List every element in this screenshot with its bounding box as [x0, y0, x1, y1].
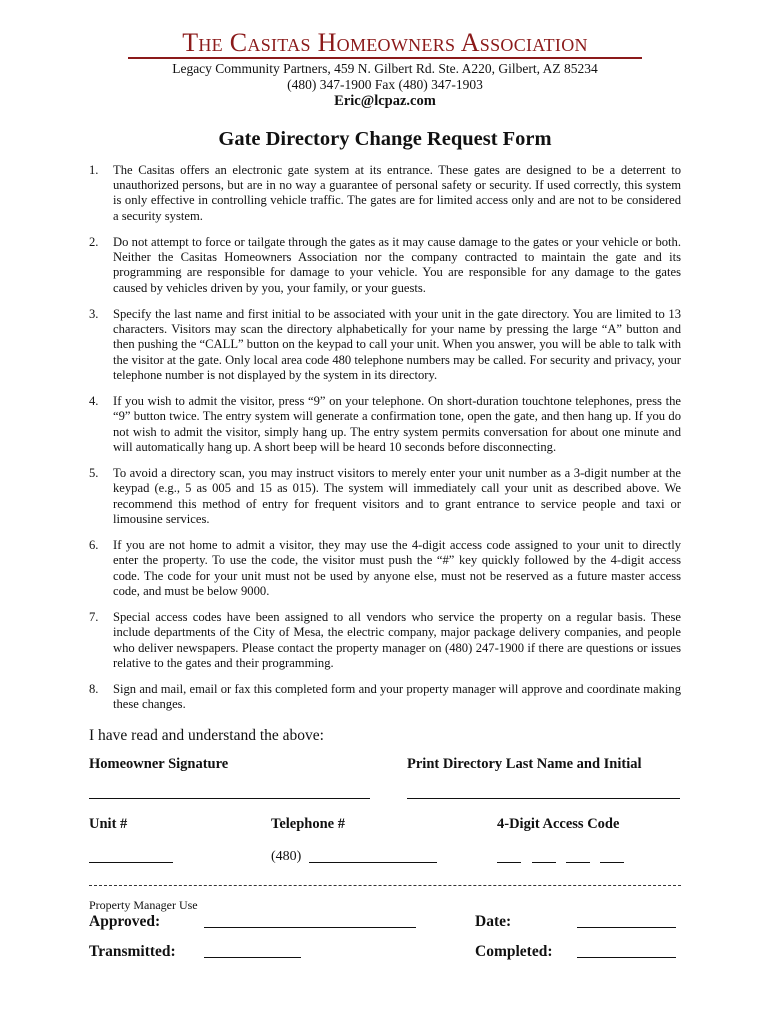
email-address: Eric@lcpaz.com [334, 93, 436, 109]
telephone-label: Telephone # [271, 816, 345, 832]
date-line[interactable] [577, 927, 676, 928]
print-name-label: Print Directory Last Name and Initial [407, 756, 642, 772]
title-underline [128, 57, 642, 59]
approved-line[interactable] [204, 927, 416, 928]
access-code-label: 4-Digit Access Code [497, 816, 620, 832]
rule-item [89, 466, 681, 527]
homeowner-signature-label: Homeowner Signature [89, 756, 229, 772]
rule-number: 4. [89, 394, 99, 409]
access-code-digit-1[interactable] [497, 862, 521, 863]
rule-item [89, 307, 681, 383]
completed-label: Completed: [475, 943, 553, 960]
address-line: Legacy Community Partners, 459 N. Gilbert Rd. Ste. A220, Gilbert, AZ 85234 [172, 61, 598, 76]
rule-text: Specify the last name and first initial to be associated with your unit in the gate directory. You are limited to 13 characters. Visitors may scan the directory alphabetically for your name by pressing the large “A” button and then pushing the “CALL” button on the keypad to call your unit. When you answer, you will be able to talk with the visitor at the gate. Only local area code 480 telephone numbers may be called. For security and privacy, your telephone number is not displayed by the system in its directory. [113, 307, 681, 382]
access-code-digit-4[interactable] [600, 862, 624, 863]
area-code: (480) [271, 849, 302, 864]
access-code-digit-2[interactable] [532, 862, 556, 863]
rule-number: 5. [89, 466, 99, 481]
unit-label: Unit # [89, 816, 128, 832]
rules-list [89, 163, 681, 724]
unit-line[interactable] [89, 862, 173, 863]
rule-text: If you are not home to admit a visitor, they may use the 4-digit access code assigned to your unit to directly enter the property. To use the code, the visitor must push the “#” key quickly followed by the 4-digit access code. The code for your unit must not be used by anyone else, must not be reserved as a future master access code, and must be below 9000. [113, 538, 681, 598]
transmitted-label: Transmitted: [89, 943, 176, 960]
rule-item [89, 682, 681, 712]
transmitted-line[interactable] [204, 957, 301, 958]
homeowner-signature-line[interactable] [89, 798, 370, 799]
acknowledgement-text: I have read and understand the above: [89, 727, 324, 744]
rule-number: 3. [89, 307, 99, 321]
association-title: The Casitas Homeowners Association [182, 28, 588, 57]
rule-text: To avoid a directory scan, you may instruct visitors to merely enter your unit number as a 3-digit number at the keypad (e.g., 5 as 005 and 15 as 015). The system will immediately call your unit as described above. We recommend this method of entry for frequent visitors and to grant entrance to service people and taxi or limousine services. [113, 466, 681, 526]
date-label: Date: [475, 913, 512, 930]
rule-number: 7. [89, 610, 99, 625]
rule-item [89, 610, 681, 671]
property-manager-use-label: Property Manager Use [89, 898, 198, 912]
phone-fax-line: (480) 347-1900 Fax (480) 347-1903 [287, 77, 483, 92]
telephone-line[interactable] [309, 862, 437, 863]
print-name-line[interactable] [407, 798, 680, 799]
section-divider [89, 885, 681, 886]
rule-text: Do not attempt to force or tailgate through the gates as it may cause damage to the gates or your vehicle or both. Neither the Casitas Homeowners Association nor the company contracted to maintain the gate and its programming are responsible for damage to your vehicle. You are responsible for any damage to the gates caused by vehicles driven by you, your family, or your guests. [113, 235, 681, 295]
rule-text: The Casitas offers an electronic gate system at its entrance. These gates are designed to be a deterrent to unauthorized persons, but are in no way a guarantee of personal safety or security. If used correctly, this system is only effective in controlling vehicle traffic. The gates are for limited access only and are not to be considered a security system. [113, 163, 681, 223]
approved-label: Approved: [89, 913, 161, 930]
rule-text: Special access codes have been assigned to all vendors who service the property on a regular basis. These include departments of the City of Mesa, the electric company, major package delivery companies, and people who deliver newspapers. Please contact the property manager on (480) 247-1900 if there are questions or issues relative to the gates and their programming. [113, 610, 681, 670]
form-title: Gate Directory Change Request Form [218, 128, 552, 150]
rule-number: 6. [89, 538, 99, 553]
rule-text: If you wish to admit the visitor, press “9” on your telephone. On short-duration touchtone telephones, press the “9” button twice. The entry system will generate a confirmation tone, open the gate, and then hang up. If you do not wish to admit the visitor, simply hang up. The entry system permits conversation for about one minute and will automatically hang up. A short beep will be heard 10 seconds before disconnecting. [113, 394, 681, 454]
completed-line[interactable] [577, 957, 676, 958]
rule-text: Sign and mail, email or fax this completed form and your property manager will approve and coordinate making these changes. [113, 682, 681, 712]
access-code-digit-3[interactable] [566, 862, 590, 863]
rule-item [89, 394, 681, 455]
rule-number: 1. [89, 163, 99, 177]
rule-item [89, 235, 681, 296]
rule-item [89, 163, 681, 224]
rule-number: 8. [89, 682, 99, 697]
rule-item [89, 538, 681, 599]
rule-number: 2. [89, 235, 99, 249]
